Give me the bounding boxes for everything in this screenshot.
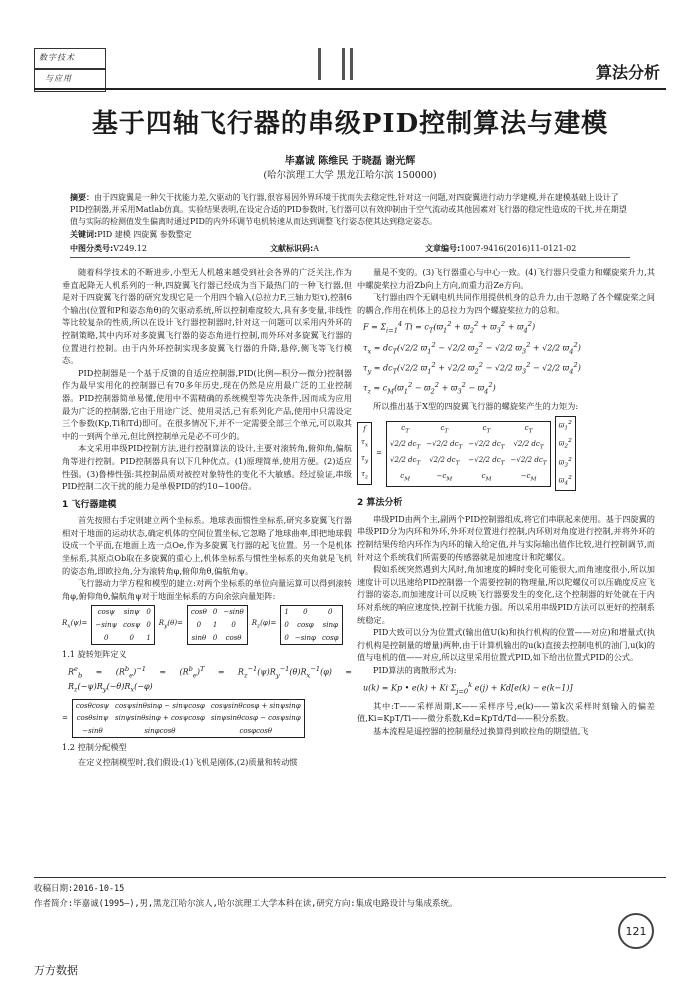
clc-label: 中图分类号: xyxy=(70,244,114,253)
page-number: 121 xyxy=(618,913,654,949)
article-number xyxy=(425,243,576,254)
section-heading: 1 飞行器建模 xyxy=(62,499,117,510)
article-no-label: 文章编号: xyxy=(425,244,461,253)
matrix: $ϖ_1^2$ $ϖ_2^2$ $ϖ_3^2$ $ϖ_4^2$ xyxy=(555,416,576,491)
paragraph: 假如系统突然遇到大风时,角加速度的瞬时变化可能很大,而角速度很小,所以加速度计可以迅速给PID控制器一个需要控制的物理量,所以陀螺仪可以压确度反应飞行器的姿态,而加速度计可以反映飞行器要发生的变化,这个控制器的好处就在于内环对系统的响应速度快,控制干扰能力强。所以采用串级PID方法可以更好的控制系统稳定。 xyxy=(357,564,655,625)
abstract xyxy=(70,192,630,228)
article-no-value: 1007-9416(2016)11-0121-02 xyxy=(460,244,577,253)
direction-cosine-matrix: = cosθcosψ cosψsinθsinφ − sinψcosφ cosψsinθcosφ + sinψsinφ cosθsinψ sinψsinθsinφ + cosψcosφ sinψsinθcosφ − cosψsinφ −sinθ sinφcosθ cosφcosθ xyxy=(62,699,352,739)
header-bar xyxy=(342,48,345,80)
paper-title: 基于四轴飞行器的串级PID控制算法与建模 xyxy=(91,109,609,139)
document-code xyxy=(270,243,319,254)
header-bar xyxy=(350,48,353,80)
paragraph: 串级PID由两个主,副两个PID控制器组成,将它们串联起来使用。基于四旋翼的串级PID分为内环和外环,外环对位置进行控制,内环则对角度进行控制,并将外环的控制结果传给内环作为内环的输入给定值,并与实际输出值作比较,进行控制调节,而针对这个系统我们所需要的传感器就是加速度计和陀螺仪。 xyxy=(357,513,655,562)
paragraph: PID大致可以分为位置式(输出值U(k)和执行机构的位置——对应)和增量式(执行机构是控制量的增量)两种,由于计算机输出的u(k)直接去控制电机的油门,u(k)的值与电机的值——对应,所以这里采用位置式PID,如下给出位置式PID的公式。 xyxy=(357,627,655,663)
matrix: cosψ sinψ 0 −sinψ cosψ 0 0 0 1 xyxy=(91,605,154,645)
rotation-matrices-equation: $R_x(\psi)=$ cosψ sinψ 0 −sinψ cosψ 0 0 0 1 $R_y(\theta)=$ cosθ 0 −sinθ 0 1 0 sinθ 0 cosθ $R_z(\varphi)=$ 1 0 0 0 cosφ sinφ 0 −sinφ cosφ xyxy=(62,605,352,645)
paragraph: 量是不变的。(3)飞行器重心与中心一致。(4)飞行器只受重力和螺旋桨升力,其中螺旋桨拉力沿Zb向上方向,而重力沿Ze方向。 xyxy=(357,267,655,290)
subsection-heading: 1.2 控制分配模型 xyxy=(62,742,127,753)
paragraph: PID控制器是一个基于反馈的自适应控制器,PID(比例—积分—微分)控制器作为最早实用化的控制器已有70多年历史,现在仍然是应用最广泛的工业控制器。PID控制器简单易懂,使用中不需精确的系统模型等先决条件,因而成为应用最为广泛的控制器,它由于用途广泛、使用灵活,已有系列化产品,使用中只需设定三个参数(Kp,Ti和Td)即可。在很多情况下,并不一定需要全部三个单元,可以取其中的一到两个单元,但比例控制单元是必不可少的。 xyxy=(62,367,352,441)
watermark: 万方数据 xyxy=(34,964,78,977)
left-column xyxy=(62,266,352,769)
paragraph: 随着科学技术的不断进步,小型无人机越来越受到社会各界的广泛关注,作为垂直起降无人机系列的一种,四旋翼飞行器已经成为当下最热门的一种飞行器,但是对于四旋翼飞行器的研究发现它是一个用四个输入(总拉力F,三轴力矩τ),控制6个输出(位置和P和姿态角θ)的欠驱动系统,所以控制难度较大,具有多变量,非线性等比较复杂的性质,所以在设计飞行器控制器时,针对这一问题可以采用内外环的控制策略,其中内环对多旋翼飞行器的姿态角进行控制,而外环对多旋翼飞行器的位置进行控制。由于内外环控制实现多旋翼飞行器的升降,悬停,侧飞等飞行模态。 xyxy=(62,267,352,366)
meta-divider xyxy=(70,257,630,258)
clc-number xyxy=(70,243,147,254)
doc-code-label: 文献标识码: xyxy=(270,244,314,253)
paragraph: 在定义控制模型时,我们假设:(1)飞机是刚体,(2)质量和转动惯 xyxy=(78,757,298,768)
matrix: cosθcosψ cosψsinθsinφ − sinψcosφ cosψsinθcosφ + sinψsinφ cosθsinψ sinψsinθsinφ + cosψcosφ sinψsinθcosφ − cosψsinφ −sinθ sinφcosθ cosφcosθ xyxy=(72,699,305,739)
footnote-rule xyxy=(34,877,666,878)
authors: 毕嘉诚 陈维民 于晓磊 谢光辉 xyxy=(284,156,416,167)
paragraph: 基本流程是遥控器的控制量经过换算得到欧拉角的期望值,飞 xyxy=(373,725,589,736)
paragraph: PID算法的离散形式为: xyxy=(373,664,457,675)
received-date: 收稿日期:2016-10-15 xyxy=(34,884,125,894)
journal-name-line1: 数字技术 xyxy=(39,53,75,62)
clc-value: V249.12 xyxy=(113,244,147,253)
paragraph: 其中:T——采样周期,K——采样序号,e(k)——第k次采样时刻输入的偏差值,Ki=KpT/Ti——微分系数,Kd=KpTd/Td——积分系数。 xyxy=(357,700,655,724)
paragraph: 首先按照右手定则建立两个坐标系。地球表面惯性坐标系,研究多旋翼飞行器相对于地面的运动状态,确定机体的空间位置坐标,它忽略了地球曲率,即把地球假设成一个平面,在地面上选一点Oe,作为多旋翼飞行器的起飞位置。另一个是机体坐标系,其原点Ob取在多旋翼的重心上,机体坐标系与惯性坐标系的夹角就是飞机的姿态角,即欧拉角,分为滚转角φ,俯仰角θ,偏航角ψ。 xyxy=(62,515,352,576)
journal-logo xyxy=(34,48,106,92)
logo-divider xyxy=(35,68,105,70)
keywords-text: PID 建模 四旋翼 参数整定 xyxy=(97,230,192,239)
torque-x-equation: $\tau_x = dc_T(√2/2$ $ϖ_1^2 - √2/2$ $ϖ_2^2 - √2/2$ $ϖ_3^2 + √2/2$ $ϖ_4^2$) xyxy=(363,340,581,355)
keywords xyxy=(70,229,192,240)
right-column xyxy=(357,266,655,738)
paragraph: 所以推出基于X型的四旋翼飞行器的螺旋桨产生的力矩为: xyxy=(373,401,579,412)
matrix: $c_T$ $c_T$ $c_T$ $c_T$ √2/2 $dc_T$ −√2/2 $dc_T$ −√2/2 $dc_T$ √2/2 $dc_T$ √2/2 $dc_T$ √2/2 $dc_T$ −√2/2 $dc_T$ −√2/2 $dc_T$ $c_M$ $-c_M$ $c_M$ $-c_M$ xyxy=(386,421,551,487)
abstract-label: 摘要： xyxy=(70,193,94,202)
paragraph: 飞行器动力学方程和模型的建立:对两个坐标系的单位向量运算可以得到滚转角φ,俯仰角θ,偏航角ψ对于地面坐标系的方向余弦向量矩阵: xyxy=(62,578,352,601)
subsection-heading: 1.1 旋转矩阵定义 xyxy=(62,649,127,660)
journal-name-line2: 与应用 xyxy=(45,74,72,83)
matrix: f $\tau_x$ $\tau_y$ $\tau_z$ xyxy=(357,422,372,485)
matrix: cosθ 0 −sinθ 0 1 0 sinθ 0 cosθ xyxy=(187,605,248,645)
doc-code-value: A xyxy=(313,244,319,253)
section-heading: 2 算法分析 xyxy=(357,498,403,509)
rotation-product-equation: $R^e_b = (R^b_e)^{-1} = (R^b_e)^T = R_z^{-1}(\psi)R_y^{-1}(\theta)R_x^{-1}(\varphi) = R_z(-\psi)R_y(-\theta)R_x(-\varphi)$ xyxy=(68,664,353,694)
keywords-label: 关键词: xyxy=(70,230,98,239)
thrust-equation: $F = \Sigma_{i=1}^4$ $Ti = c_T(ϖ_1^2 + ϖ_2^2 + ϖ_3^2 + ϖ_4^2)$ xyxy=(363,320,536,335)
torque-z-equation: $\tau_z = c_M(ϖ_1^2 - ϖ_2^2 + ϖ_3^2 - ϖ_4^2)$ xyxy=(363,381,496,396)
author-bio: 作者简介:毕嘉诚(1995—),男,黑龙江哈尔滨人,哈尔滨理工大学本科在读,研究方向:集成电路设计与集成系统。 xyxy=(34,899,458,909)
header-bar xyxy=(318,48,321,80)
section-label: 算法分析 xyxy=(595,63,660,82)
paragraph: 飞行器由四个无刷电机共同作用提供机身的总升力,由于忽略了各个螺旋桨之间的耦合,作用在机体上的总拉力为四个螺旋桨拉力的总和。 xyxy=(357,292,655,315)
pid-discrete-equation: u(k) = Kp • e(k) + Ki $\Sigma_{j=0}^k$ e(j) + Kd[e(k) − e(k−1)] xyxy=(363,680,573,695)
header-rule xyxy=(34,88,666,90)
paragraph: 本文采用串级PID控制方法,进行控制算法的设计,主要对滚转角,俯仰角,偏航角等进行控制。PID控制器具有以下几种优点。(1)原理简单,使用方便。(2)适应性强。(3)鲁棒性强:其控制品质对被控对象特性的变化不大敏感。经过验证,串级PID控制二次干扰的能力是单极PID的约10~100倍。 xyxy=(62,443,352,492)
abstract-text: 由于四旋翼是一种欠干扰能力差,欠驱动的飞行器,很容易因外界环境干扰而失去稳定性,针对这一问题,对四旋翼进行动力学建模,并在建模基础上设计了PID控制器,并采用Matlab仿真。实验结果表明,在设定合适的PID参数时,飞行器可以有效抑制由于空气流动或其他因素对飞行器的稳定性造成的干扰,并在期望值与实际的检测值发生偏离时通过PID的内外环调节电机转速从而达到调整飞行姿态使其达到稳定姿态。 xyxy=(70,193,627,226)
torque-y-equation: $\tau_y = dc_T(√2/2$ $ϖ_1^2 + √2/2$ $ϖ_2^2 - √2/2$ $ϖ_3^2 - √2/2$ $ϖ_4^2$) xyxy=(363,360,581,376)
control-allocation-matrix: f $\tau_x$ $\tau_y$ $\tau_z$ = $c_T$ $c_T$ $c_T$ $c_T$ √2/2 $dc_T$ −√2/2 $dc_T$ −√2/2 $dc_T$ √2/2 $dc_T$ √2/2 $dc_T$ √2/2 $dc_T$ −√2/2 $dc_T$ −√2/2 $dc_T$ $c_M$ $-c_M$ $c_M$ $-c_M$ $ϖ_1^2$ $ϖ_2^2$ $ϖ_3^2$ $ϖ_4^2$ xyxy=(357,416,655,491)
matrix: 1 0 0 0 cosφ sinφ 0 −sinφ cosφ xyxy=(280,605,342,645)
affiliation: (哈尔滨理工大学 黑龙江哈尔滨 150000) xyxy=(263,170,437,181)
